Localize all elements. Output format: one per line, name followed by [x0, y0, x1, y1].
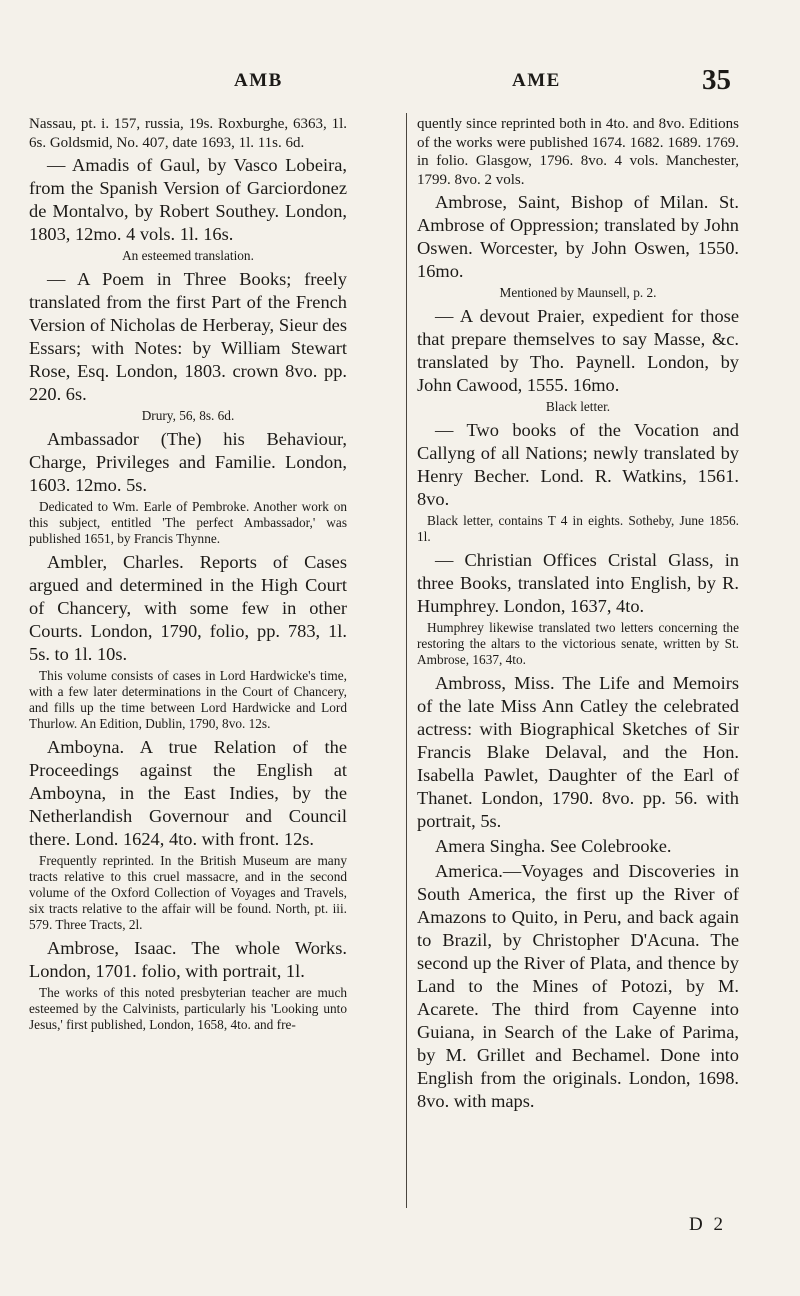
entry-note: Dedicated to Wm. Earle of Pembroke. Another work on this subject, entitled 'The perfect Ambassador,' was published 1651, by Francis Thynne.: [29, 499, 347, 546]
catalog-entry: — Amadis of Gaul, by Vasco Lobeira, from the Spanish Version of Garciordonez de Montalvo, by Robert Southey. London, 1803, 12mo. 4 vols. 1l. 16s.: [29, 155, 347, 244]
catalog-entry: Amera Singha. See Colebrooke.: [435, 836, 672, 856]
entry-note: Black letter.: [545, 399, 611, 414]
entry-note: Frequently reprinted. In the British Museum are many tracts relative to this cruel massacre, and in the second volume of the Oxford Collection of Voyages and Travels, six tracts relative to the affair will be found. North, pt. iii. 579. Three Tracts, 2l.: [29, 853, 347, 932]
entry-note: An esteemed translation.: [122, 248, 254, 263]
continued-entry: quently since reprinted both in 4to. and 8vo. Editions of the works were published 1674. 1682. 1689. 1769. in folio. Glasgow, 1796. 8vo. 4 vols. Manchester, 1799. 8vo. 2 vols.: [417, 116, 739, 188]
catalog-entry: Ambrose, Isaac. The whole Works. London, 1701. folio, with portrait, 1l.: [29, 938, 347, 981]
entry-note: This volume consists of cases in Lord Hardwicke's time, with a few later determinations in the Court of Chancery, and fills up the time between Lord Hardwicke and Lord Thurlow. An Edition, Dublin, 1790, 8vo. 12s.: [29, 668, 347, 731]
catalog-entry: Ambassador (The) his Behaviour, Charge, Privileges and Familie. London, 1603. 12mo. 5s.: [29, 429, 347, 495]
catalog-entry: — A Poem in Three Books; freely translated from the first Part of the French Version of Nicholas de Herberay, Sieur des Essars; with Notes: by William Stewart Rose, Esq. London, 1803. crown 8vo. pp. 220. 6s.: [29, 269, 347, 404]
continued-entry: Nassau, pt. i. 157, russia, 19s. Roxburghe, 6363, 1l. 6s. Goldsmid, No. 407, date 1693, 1l. 11s. 6d.: [29, 116, 347, 151]
entry-note: The works of this noted presbyterian teacher are much esteemed by the Calvinists, particularly his 'Looking unto Jesus,' first published, London, 1658, 4to. and fre-: [29, 985, 347, 1032]
catalog-entry: — Two books of the Vocation and Callyng of all Nations; newly translated by Henry Becher. Lond. R. Watkins, 1561. 8vo.: [417, 420, 739, 509]
page-number: 35: [702, 64, 731, 96]
catalog-entry: Ambrose, Saint, Bishop of Milan. St. Ambrose of Oppression; translated by John Oswen. Worcester, by John Oswen, 1550. 16mo.: [417, 192, 739, 281]
entry-note: Black letter, contains T 4 in eights. Sotheby, June 1856. 1l.: [417, 513, 739, 544]
entry-note: Drury, 56, 8s. 6d.: [141, 408, 235, 423]
column-divider: [406, 113, 407, 1208]
entry-note: Mentioned by Maunsell, p. 2.: [499, 285, 657, 300]
running-header: [0, 64, 800, 110]
catalog-entry: Ambler, Charles. Reports of Cases argued and determined in the High Court of Chancery, with some few in other Courts. London, 1790, folio, pp. 783, 1l. 5s. to 1l. 10s.: [29, 552, 347, 664]
catalog-entry: — A devout Praier, expedient for those that prepare themselves to say Masse, &c. translated by Tho. Paynell. London, by John Cawood, 1555. 16mo.: [417, 306, 739, 395]
header-middle-word: AME: [512, 70, 561, 91]
entry-note: Humphrey likewise translated two letters concerning the restoring the altars to the victorious senate, written by St. Ambrose, 1637, 4to.: [417, 620, 739, 667]
left-column: [29, 115, 347, 1037]
header-left-word: AMB: [234, 70, 283, 91]
catalog-entry: — Christian Offices Cristal Glass, in three Books, translated into English, by R. Humphrey. London, 1637, 4to.: [417, 550, 739, 616]
catalog-entry: Amboyna. A true Relation of the Proceedings against the English at Amboyna, in the East Indies, by the Netherlandish Governour and Council there. Lond. 1624, 4to. with front. 12s.: [29, 737, 347, 849]
right-column: [417, 115, 739, 1115]
catalog-entry: Ambross, Miss. The Life and Memoirs of the late Miss Ann Catley the celebrated actress: with Biographical Sketches of Sir Francis Blake Delaval, and the Hon. Isabella Pawlet, Daughter of the Earl of Thanet. London, 1790. 8vo. pp. 56. with portrait, 5s.: [417, 673, 739, 831]
signature-mark: D 2: [689, 1214, 726, 1235]
catalog-entry: America.—Voyages and Discoveries in South America, the first up the River of Amazons to Quito, in Peru, and back again to Brazil, by Christopher D'Acuna. The second up the River of Plata, and thence by Land to the Mines of Potozi, by M. Acarete. The third from Cayenne into Guiana, in Search of the Lake of Parima, by M. Grillet and Bechamel. Done into English from the originals. London, 1698. 8vo. with maps.: [417, 861, 739, 1111]
